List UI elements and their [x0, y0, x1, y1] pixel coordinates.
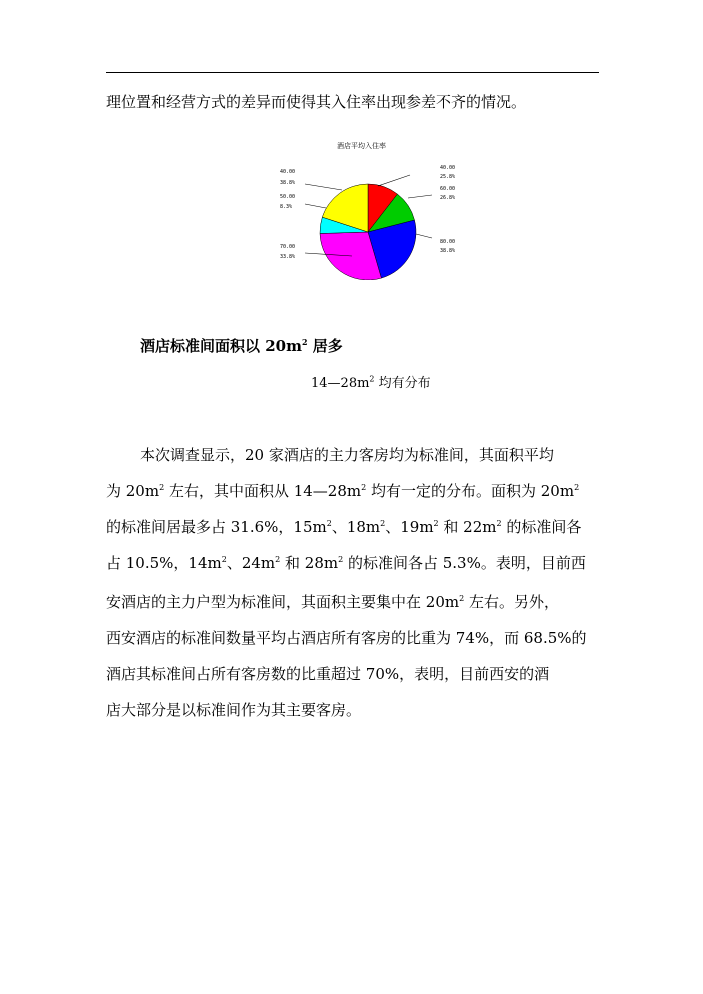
- intro-line: 理位置和经营方式的差异而使得其入住率出现参差不齐的情况。: [106, 93, 527, 111]
- section-heading: 酒店标准间面积以 $20m^2$ 居多: [140, 337, 343, 355]
- slice-5-value-label: 40.00: [280, 169, 296, 175]
- slice-4-percent-label: 8.3%: [280, 204, 293, 210]
- slice-2-value-label: 80.00: [440, 239, 456, 245]
- slice-0-percent-label: 25.8%: [440, 174, 456, 180]
- body-line-2: 为 $20m^2$ 左右，其中面积从 $14—28m^2$ 均有一定的分布。面积为 $20m^2$: [106, 482, 580, 500]
- body-line-4: 占 10.5%，$14m^2$、$24m^2$ 和 $28m^2$ 的标准间各占 5.3%。表明，目前西: [106, 554, 586, 572]
- body-line-8: 店大部分是以标准间作为其主要客房。: [106, 701, 362, 719]
- slice-3-percent-label: 33.8%: [280, 254, 296, 260]
- slice-0-value-label: 40.00: [440, 165, 456, 171]
- slice-1-value-label: 60.00: [440, 186, 456, 192]
- slice-2-percent-label: 38.8%: [440, 248, 456, 254]
- occupancy-pie-chart: [270, 130, 470, 280]
- body-line-7: 酒店其标准间占所有客房数的比重超过 70%，表明，目前西安的酒: [106, 665, 550, 683]
- chart-title: 酒店平均入住率: [337, 142, 386, 150]
- body-line-1: 本次调查显示，20 家酒店的主力客房均为标准间，其面积平均: [140, 446, 554, 464]
- body-line-6: 西安酒店的标准间数量平均占酒店所有客房的比重为 74%，而 68.5%的: [106, 629, 587, 647]
- slice-5-percent-label: 38.8%: [280, 180, 296, 186]
- header-rule: [106, 72, 599, 73]
- slice-4-value-label: 50.00: [280, 194, 296, 200]
- slice-1-percent-label: 26.8%: [440, 195, 456, 201]
- slice-3-value-label: 70.00: [280, 244, 296, 250]
- section-subheading: $14—28m^2$ 均有分布: [311, 374, 431, 391]
- body-line-5: 安酒店的主力户型为标准间，其面积主要集中在 $20m^2$ 左右。另外，: [106, 593, 559, 611]
- pie-slices: [320, 184, 416, 280]
- body-line-3: 的标准间居最多占 31.6%，$15m^2$、$18m^2$、$19m^2$ 和 $22m^2$ 的标准间各: [106, 518, 582, 536]
